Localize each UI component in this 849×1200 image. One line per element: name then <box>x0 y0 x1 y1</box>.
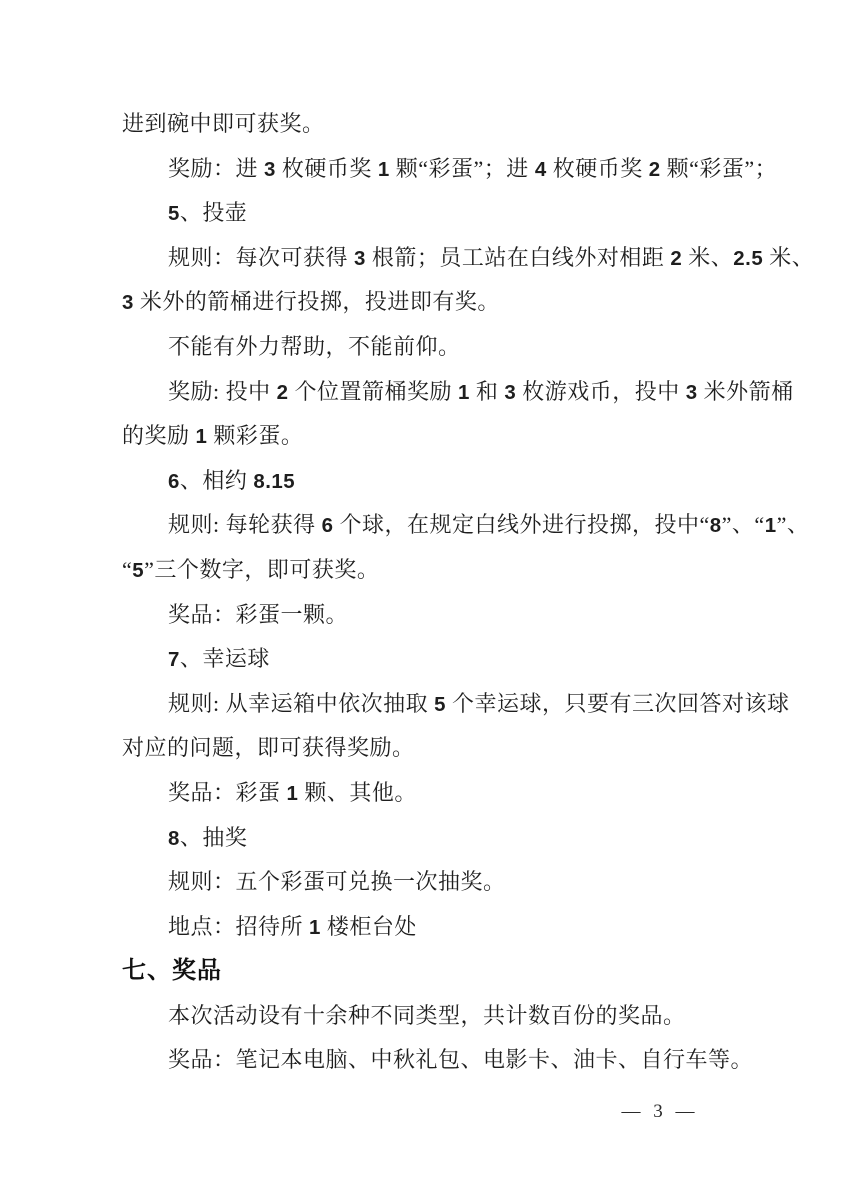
latin-number: 5 <box>132 558 145 582</box>
latin-number: 1 <box>195 425 208 449</box>
text-line: “5”三个数字，即可获奖。 <box>122 556 380 582</box>
latin-number: 8 <box>709 514 722 538</box>
latin-number: 1 <box>377 157 390 181</box>
latin-number: 2 <box>648 157 661 181</box>
text-line: 7、幸运球 <box>168 646 270 672</box>
latin-number: 3 <box>122 291 134 315</box>
latin-number: 3 <box>685 380 698 404</box>
latin-number: 8 <box>168 826 180 850</box>
text-line: 奖品：彩蛋 1 颗、其他。 <box>168 779 417 805</box>
text-line: 对应的问题，即可获得奖励。 <box>122 735 415 761</box>
latin-number: 1 <box>458 380 470 404</box>
latin-number: 3 <box>264 157 276 181</box>
text-line: 规则：五个彩蛋可兑换一次抽奖。 <box>168 869 506 895</box>
latin-number: 3 <box>354 246 366 270</box>
latin-number: 7 <box>168 648 180 672</box>
text-line: 8、抽奖 <box>168 824 248 850</box>
text-line: 6、相约 8.15 <box>168 467 296 493</box>
latin-number: 1 <box>286 781 299 805</box>
text-line: 进到碗中即可获奖。 <box>122 111 325 136</box>
latin-number: 6 <box>321 514 334 538</box>
text-line: 奖品：笔记本电脑、中秋礼包、电影卡、油卡、自行车等。 <box>168 1047 754 1073</box>
text-line: 的奖励 1 颗彩蛋。 <box>122 423 304 449</box>
latin-number: 5 <box>168 202 180 226</box>
latin-number: 4 <box>534 157 547 181</box>
latin-number: 1 <box>764 514 777 538</box>
latin-number: 8.15 <box>253 469 296 493</box>
page-number: — 3 — <box>621 1101 699 1122</box>
latin-number: 1 <box>309 915 321 939</box>
section-heading: 七、奖品 <box>122 957 222 985</box>
document-body <box>122 102 815 1083</box>
text-line: 规则: 从幸运箱中依次抽取 5 个幸运球，只要有三次回答对该球 <box>168 690 790 716</box>
text-line: 规则：每次可获得 3 根箭；员工站在白线外对相距 2 米、2.5 米、 <box>168 244 815 270</box>
latin-number: 2 <box>276 380 289 404</box>
text-line: 3 米外的箭桶进行投掷，投进即有奖。 <box>122 289 500 315</box>
latin-number: 2 <box>670 246 683 270</box>
text-line: 规则: 每轮获得 6 个球，在规定白线外进行投掷，投中“8”、“1”、 <box>168 512 810 538</box>
latin-number: 5 <box>434 692 446 716</box>
text-line: 本次活动设有十余种不同类型，共计数百份的奖品。 <box>168 1002 686 1028</box>
text-line: 5、投壶 <box>168 200 248 226</box>
latin-number: 6 <box>168 469 180 493</box>
text-line: 奖励: 投中 2 个位置箭桶奖励 1 和 3 枚游戏币，投中 3 米外箭桶 <box>168 378 794 404</box>
text-line: 地点：招待所 1 楼柜台处 <box>168 913 417 939</box>
latin-number: 2.5 <box>733 246 764 270</box>
text-line: 不能有外力帮助，不能前仰。 <box>168 333 461 359</box>
text-line: 奖励：进 3 枚硬币奖 1 颗“彩蛋”；进 4 枚硬币奖 2 颗“彩蛋”； <box>168 155 778 181</box>
latin-number: 3 <box>504 380 517 404</box>
text-line: 奖品：彩蛋一颗。 <box>168 601 349 627</box>
